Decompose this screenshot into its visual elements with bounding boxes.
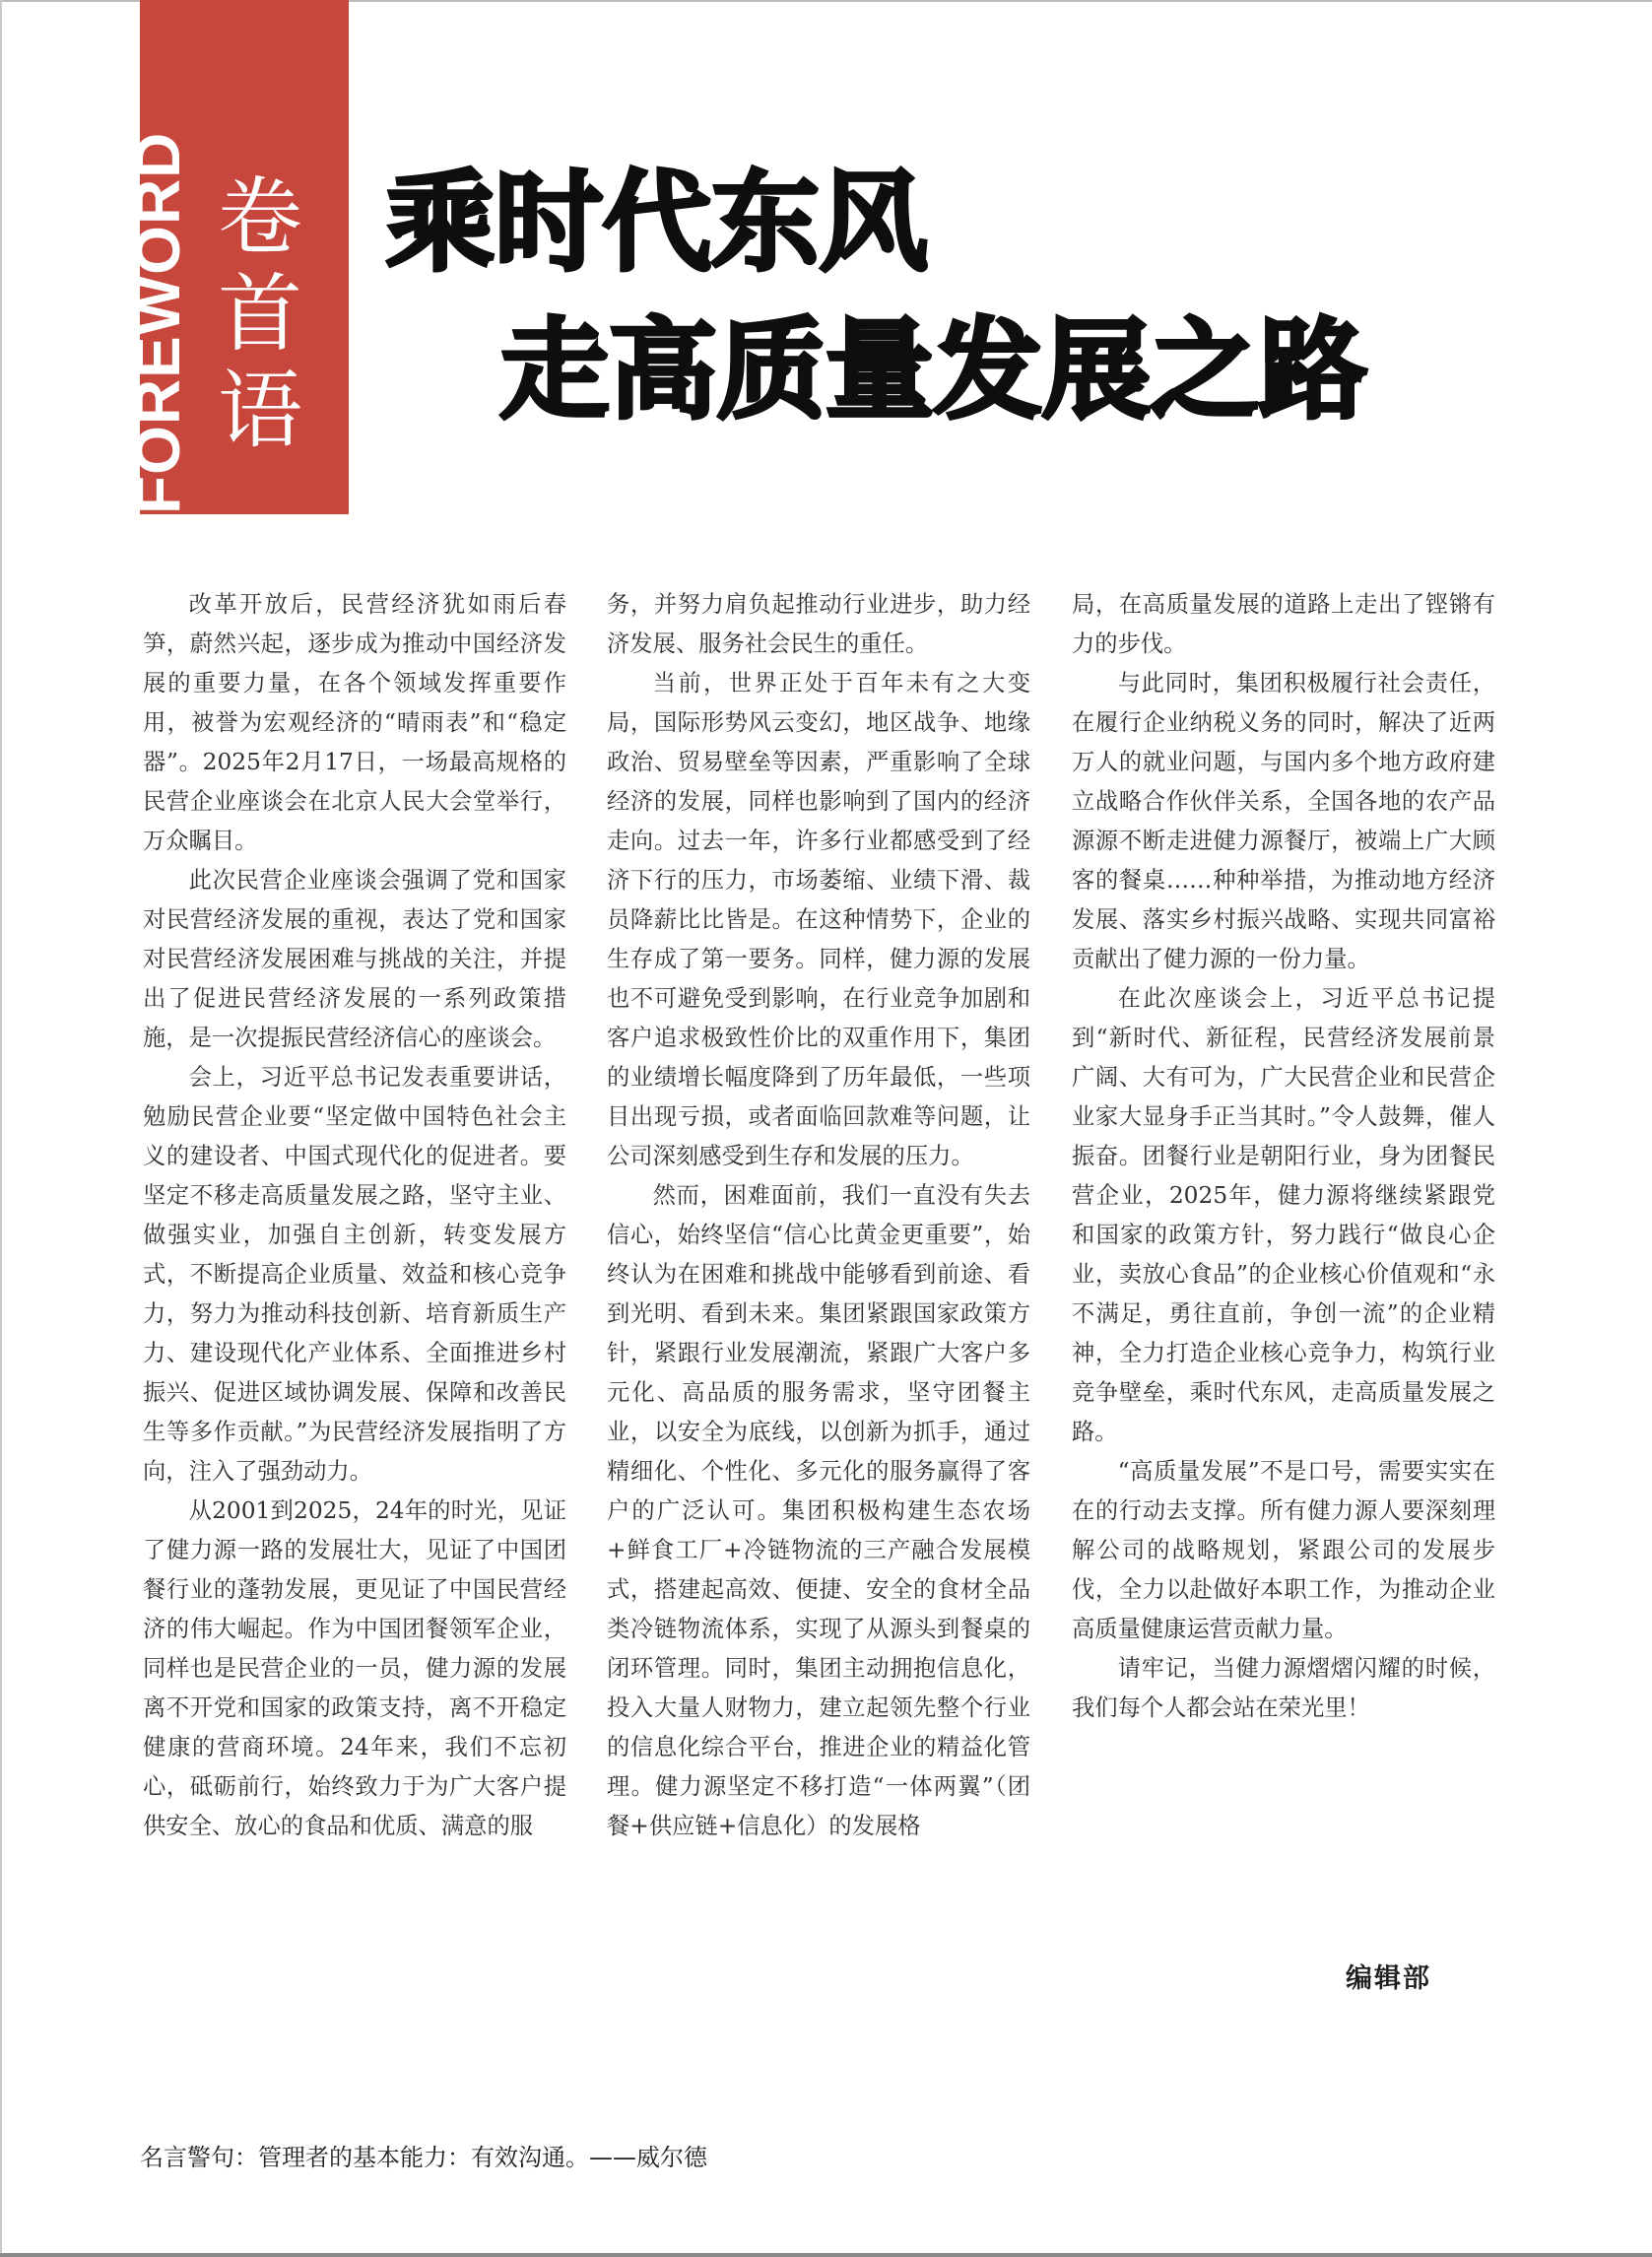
paragraph: 会上，习近平总书记发表重要讲话，勉励民营企业要“坚定做中国特色社会主义的建设者、中国式现代化的促进者。要坚定不移走高质量发展之路，坚守主业、做强实业，加强自主创新，转变发展方式，不断提高企业质量、效益和核心竞争力，努力为推动科技创新、培育新质生产力、建设现代化产业体系、全面推进乡村振兴、促进区域协调发展、保障和改善民生等多作贡献。”为民营经济发展指明了方向，注入了强劲动力。 [143, 1064, 566, 1485]
left-border-rule [0, 0, 2, 2257]
section-label-cn-char: 卷 [218, 168, 302, 267]
paragraph: 改革开放后，民营经济犹如雨后春笋，蔚然兴起，逐步成为推动中国经济发展的重要力量，在各个领域发挥重要作用，被誉为宏观经济的“晴雨表”和“稳定器”。2025年2月17日，一场最高规格的民营企业座谈会在北京人民大会堂举行，万众瞩目。 [143, 591, 566, 854]
paragraph: 当前，世界正处于百年未有之大变局，国际形势风云变幻，地区战争、地缘政治、贸易壁垒等因素，严重影响了全球经济的发展，同样也影响到了国内的经济走向。过去一年，许多行业都感受到了经济下行的压力，市场萎缩、业绩下滑、裁员降薪比比皆是。在这种情势下，企业的生存成了第一要务。同样，健力源的发展也不可避免受到影响，在行业竞争加剧和客户追求极致性价比的双重作用下，集团的业绩增长幅度降到了历年最低，一些项目出现亏损，或者面临回款难等问题，让公司深刻感受到生存和发展的压力。 [607, 670, 1030, 1169]
paragraph: 在此次座谈会上，习近平总书记提到“新时代、新征程，民营经济发展前景广阔、大有可为，广大民营企业和民营企业家大显身手正当其时。”令人鼓舞，催人振奋。团餐行业是朝阳行业，身为团餐民营企业，2025年，健力源将继续紧跟党和国家的政策方针，努力践行“做良心企业，卖放心食品”的企业核心价值观和“永不满足，勇往直前，争创一流”的企业精神，全力打造企业核心竞争力，构筑行业竞争壁垒，乘时代东风，走高质量发展之路。 [1072, 985, 1495, 1445]
paragraph: 此次民营企业座谈会强调了党和国家对民营经济发展的重视，表达了党和国家对民营经济发展困难与挑战的关注，并提出了促进民营经济发展的一系列政策措施，是一次提振民营经济信心的座谈会。 [143, 867, 566, 1051]
section-label-en: FOREWORD [122, 131, 193, 514]
paragraph: 与此同时，集团积极履行社会责任，在履行企业纳税义务的同时，解决了近两万人的就业问题，与国内多个地方政府建立战略合作伙伴关系，全国各地的农产品源源不断走进健力源餐厅，被端上广大顾客的餐桌……种种举措，为推动地方经济发展、落实乡村振兴战略、实现共同富裕贡献出了健力源的一份力量。 [1072, 670, 1495, 972]
title-line-1: 乘时代东风 [386, 160, 928, 286]
paragraph: 从2001到2025，24年的时光，见证了健力源一路的发展壮大，见证了中国团餐行业的蓬勃发展，更见证了中国民营经济的伟大崛起。作为中国团餐领军企业，同样也是民营企业的一员，健力源的发展离不开党和国家的政策支持，离不开稳定健康的营商环境。24年来，我们不忘初心，砥砺前行，始终致力于为广大客户提供安全、放心的食品和优质、满意的服 [143, 1497, 566, 1839]
bottom-border-rule [0, 2253, 1652, 2257]
paragraph: 请牢记，当健力源熠熠闪耀的时候，我们每个人都会站在荣光里！ [1072, 1655, 1495, 1721]
paragraph-continued: 局，在高质量发展的道路上走出了铿锵有力的步伐。 [1072, 591, 1495, 657]
title-line-2: 走高质量发展之路 [500, 307, 1367, 433]
paragraph: “高质量发展”不是口号，需要实实在在的行动去支撑。所有健力源人要深刻理解公司的战略规划，紧跟公司的发展步伐，全力以赴做好本职工作，为推动企业高质量健康运营贡献力量。 [1072, 1458, 1495, 1642]
text-column-3 [1072, 585, 1495, 1728]
signature: 编辑部 [1346, 1963, 1431, 1994]
text-column-2 [607, 585, 1030, 1846]
paragraph: 然而，困难面前，我们一直没有失去信心，始终坚信“信心比黄金更重要”，始终认为在困难和挑战中能够看到前途、看到光明、看到未来。集团紧跟国家政策方针，紧跟行业发展潮流，紧跟广大客户多元化、高品质的服务需求，坚守团餐主业，以安全为底线，以创新为抓手，通过精细化、个性化、多元化的服务赢得了客户的广泛认可。集团积极构建生态农场+鲜食工厂+冷链物流的三产融合发展模式，搭建起高效、便捷、安全的食材全品类冷链物流体系，实现了从源头到餐桌的闭环管理。同时，集团主动拥抱信息化，投入大量人财物力，建立起领先整个行业的信息化综合平台，推进企业的精益化管理。健力源坚定不移打造“一体两翼”（团餐+供应链+信息化）的发展格 [607, 1182, 1030, 1839]
section-label-cn-char: 首 [218, 265, 302, 364]
text-column-1 [143, 585, 566, 1846]
footer-quote: 名言警句：管理者的基本能力：有效沟通。——威尔德 [140, 2144, 707, 2171]
section-label-cn-char: 语 [218, 362, 302, 460]
section-label-cn [211, 169, 309, 459]
paragraph-continued: 务，并努力肩负起推动行业进步，助力经济发展、服务社会民生的重任。 [607, 591, 1030, 657]
